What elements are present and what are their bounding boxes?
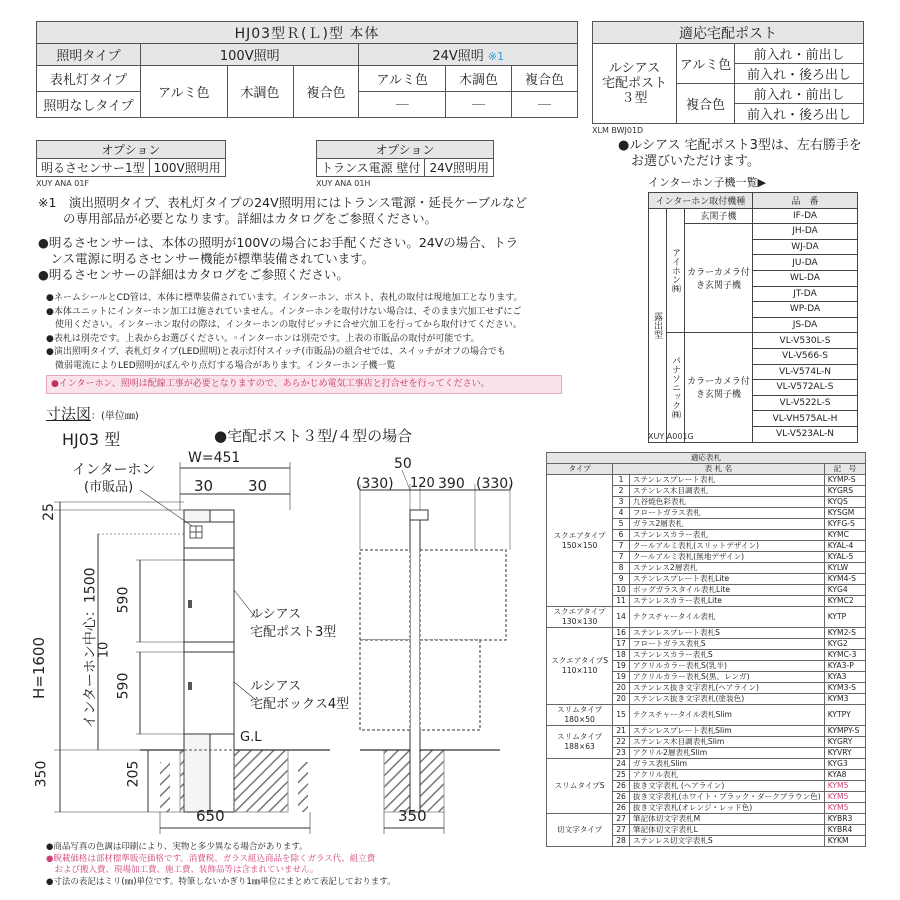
plate-name: ステンレス抜き文字表札(ヘアライン)	[629, 683, 824, 694]
post-table	[592, 21, 864, 124]
dim-h: H=1600	[30, 636, 49, 700]
plate-name: クールアルミ表札(無地デザイン)	[629, 552, 824, 563]
dim-350: 350	[33, 760, 50, 788]
label-intercom-sub: (市販品)	[84, 480, 134, 495]
row-nameplate-label: 表札灯タイプ	[37, 66, 141, 92]
col-wood-100: 木調色	[227, 66, 293, 118]
dash: ―	[511, 92, 577, 118]
plate-no: 18	[613, 650, 630, 661]
plate-no: 17	[613, 639, 630, 650]
note-line: ●商品写真の色調は印刷により、実物と多少異なる場合があります。	[46, 842, 308, 852]
plate-name: 抜き文字表札(ホワイト・ブラック・ダークブラウン色)	[629, 792, 824, 803]
plates-title: 適応表札	[547, 453, 866, 464]
post-opt: 前入れ・後ろ出し	[735, 64, 864, 84]
plate-code: KYKM	[824, 836, 865, 847]
col-mix-24: 複合色	[511, 66, 577, 92]
plate-code: KYAL-4	[824, 541, 865, 552]
notes-block-3	[46, 842, 396, 888]
note-line: ●明るさセンサーは、本体の照明が100Vの場合にお手配ください。24Vの場合、トラ	[38, 235, 519, 250]
plate-name: クールアルミ表札(スリットデザイン)	[629, 541, 824, 552]
main-spec-table	[36, 21, 578, 118]
intercom-code-ref: XUY A001G	[648, 432, 694, 441]
plate-code: KYG2	[824, 639, 865, 650]
col-alu-24: アルミ色	[359, 66, 446, 92]
plate-name: ステンレス切文字表札S	[629, 836, 824, 847]
alert-text: ●インターホン、照明は配線工事が必要となりますので、あらかじめ電気工事店と打合せを行ってください。	[51, 379, 490, 389]
dim-25: 25	[40, 503, 57, 521]
dim-650: 650	[196, 807, 225, 825]
post-note: ●ルシアス 宅配ポスト3型は、左右勝手を お選びいただけます。	[618, 138, 862, 169]
intercom-code: VL-V572AL-S	[753, 380, 858, 396]
plate-code: KYM5	[824, 781, 865, 792]
table-row	[547, 628, 866, 639]
option-item: 明るさセンサー1型	[37, 159, 150, 177]
option-spec: 100V照明用	[149, 159, 225, 177]
plate-type: スリムタイプS	[547, 759, 613, 814]
post-opt: 前入れ・前出し	[735, 84, 864, 104]
dim-205: 205	[125, 760, 142, 788]
note-line: ●ネームシールとCD管は、本体に標準装備されています。インターホン、ポスト、表札の取付は現地加工となります。	[46, 293, 523, 303]
plate-code: KYMC-3	[824, 650, 865, 661]
note-line: ●睨載価格は部材標準販売価格です。消費税、ガラス組込商品を除くガラス代、組立費	[46, 853, 376, 864]
plate-no: 28	[613, 836, 630, 847]
plate-name: ステンレスプレート表札S	[629, 628, 824, 639]
col-wood-24: 木調色	[446, 66, 512, 92]
plates-h-code: 記 号	[824, 464, 865, 475]
plate-code: KYQS	[824, 497, 865, 508]
intercom-code: WL-DA	[753, 270, 858, 286]
dim-350-side: 350	[398, 807, 427, 825]
plate-name: ステンレスカラー表札S	[629, 650, 824, 661]
note-line: の専用部品が必要となります。詳細はカタログをご参照ください。	[38, 211, 438, 226]
plate-no: 23	[613, 748, 630, 759]
v24-header: 24V照明 ※1	[359, 44, 578, 66]
option-table-1	[36, 140, 226, 177]
plate-code: KYGRS	[824, 486, 865, 497]
plate-code: KYG4	[824, 585, 865, 596]
note-line: および搬入費、現場加工費、施工費、装飾品等は含まれていません。	[46, 865, 319, 875]
post-model: ルシアス 宅配ポスト ３型	[593, 44, 677, 124]
dims-unit: ：(単位㎜)	[91, 411, 139, 422]
plate-no: 20	[613, 683, 630, 694]
intercom-code: VL-V574L-N	[753, 364, 858, 380]
plate-name: フロートガラス表札S	[629, 639, 824, 650]
intercom-code: WJ-DA	[753, 239, 858, 255]
dim-590-bottom: 590	[115, 672, 132, 700]
intercom-code: JS-DA	[753, 317, 858, 333]
dim-center: インターホン中心：1500	[82, 567, 99, 729]
intercom-code: VL-V522L-S	[753, 395, 858, 411]
plates-h-name: 表 札 名	[613, 464, 824, 475]
label-gl: G.L	[240, 730, 262, 745]
side-view	[360, 470, 510, 834]
plate-no: 1	[613, 475, 630, 486]
post-color-alu: アルミ色	[677, 44, 735, 84]
post-code: XLM BWJ01D	[592, 126, 644, 135]
alert-banner	[46, 375, 562, 394]
dim-390: 390	[438, 476, 465, 492]
table-row	[547, 759, 866, 770]
plate-name: ステンレスプレート表札Lite	[629, 574, 824, 585]
intercom-h2: 品 番	[753, 193, 858, 209]
note-line: ●演出照明タイプ、表札灯タイプ(LED照明)と表示灯付スイッチ(市販品)の組合せでは、スイッチがオフの場合でも	[46, 347, 506, 357]
table-row	[547, 607, 866, 628]
plate-name: ガラス表札Slim	[629, 759, 824, 770]
plate-name: ガラス2層表札	[629, 519, 824, 530]
plate-no: 2	[613, 486, 630, 497]
post-table-title: 適応宅配ポスト	[593, 22, 864, 44]
plate-code: KYBR4	[824, 825, 865, 836]
note-line: ●明るさセンサーの詳細はカタログをご参照ください。	[38, 267, 349, 282]
dim-30-right: 30	[248, 477, 268, 495]
type-camera: カラーカメラ付き玄関子機	[685, 224, 753, 333]
plate-code: KYTPY	[824, 705, 865, 726]
plate-code: KYBR3	[824, 814, 865, 825]
intercom-code: JH-DA	[753, 224, 858, 240]
post-color-mix: 複合色	[677, 84, 735, 124]
note-line: 使用ください。インターホン取付の際は、インターホンの取付ピッチに合せ穴加工を行ってから取付けてください。	[46, 320, 522, 330]
lighting-type-label: 照明タイプ	[37, 44, 141, 66]
plate-name: テクスチャータイル表札Slim	[629, 705, 824, 726]
dash: ―	[359, 92, 446, 118]
type-camera: カラーカメラ付き玄関子機	[685, 333, 753, 442]
plate-no: 4	[613, 508, 630, 519]
notes-block-2	[46, 292, 523, 373]
plate-code: KYM3-S	[824, 683, 865, 694]
option1-code: XUY ANA 01F	[36, 179, 90, 188]
dash: ―	[446, 92, 512, 118]
plate-code: KYTP	[824, 607, 865, 628]
intercom-code: VL-VH575AL-H	[753, 411, 858, 427]
intercom-code: JU-DA	[753, 255, 858, 271]
intercom-code: VL-V566-S	[753, 348, 858, 364]
plate-name: 九谷焼色彩表札	[629, 497, 824, 508]
plate-no: 20	[613, 694, 630, 705]
plate-no: 26	[613, 803, 630, 814]
option-table-2	[316, 140, 494, 177]
notes-block-1	[38, 195, 527, 283]
plate-no: 25	[613, 770, 630, 781]
col-alu-100: アルミ色	[141, 66, 228, 118]
plate-no: 5	[613, 519, 630, 530]
plate-no: 27	[613, 814, 630, 825]
plate-no: 3	[613, 497, 630, 508]
plate-no: 19	[613, 661, 630, 672]
option-spec: 24V照明用	[425, 159, 493, 177]
plate-name: ステンレスカラー表札Lite	[629, 596, 824, 607]
intercom-table	[648, 192, 858, 443]
dims-model: HJ03 型	[62, 430, 121, 449]
plate-code: KYSGM	[824, 508, 865, 519]
plate-no: 7	[613, 541, 630, 552]
plate-code: KYM2-S	[824, 628, 865, 639]
nameplate-table	[546, 452, 866, 847]
plates-h-type: タイプ	[547, 464, 613, 475]
plate-code: KYA3	[824, 672, 865, 683]
label-post: ルシアス 宅配ポスト3型	[250, 607, 337, 640]
main-table-title: HJ03型Ｒ(Ｌ)型 本体	[37, 22, 578, 44]
type-entrance: 玄関子機	[685, 208, 753, 224]
plate-code: KYMPY-S	[824, 726, 865, 737]
plate-no: 16	[613, 628, 630, 639]
plate-type: スリムタイプ 188×63	[547, 726, 613, 759]
plate-no: 21	[613, 726, 630, 737]
plate-name: アクリル表札	[629, 770, 824, 781]
plate-name: ステンレス抜き文字表札(塗装色)	[629, 694, 824, 705]
plate-name: 筆記体切文字表札L	[629, 825, 824, 836]
note-line: ●寸法の表記はミリ(㎜)単位です。特筆しないかぎり1㎜単位にまとめて表記しております。	[46, 876, 396, 887]
plate-code: KYAL-5	[824, 552, 865, 563]
plate-type: スリムタイプ 180×50	[547, 705, 613, 726]
maker-aiphone: アイホン㈱	[667, 208, 685, 333]
plate-no: 26	[613, 781, 630, 792]
plate-code: KYM5	[824, 792, 865, 803]
dim-50: 50	[394, 456, 412, 472]
option2-code: XUY ANA 01H	[316, 179, 371, 188]
table-row	[547, 475, 866, 486]
plate-name: テクスチャータイル表札	[629, 607, 824, 628]
table-row	[547, 814, 866, 825]
plate-type: スクエアタイプ 150×150	[547, 475, 613, 607]
plate-name: ステンレス2層表札	[629, 563, 824, 574]
table-row	[547, 705, 866, 726]
label-intercom: インターホン	[72, 462, 156, 478]
intercom-code: VL-V530L-S	[753, 333, 858, 349]
plate-code: KYA3-P	[824, 661, 865, 672]
col-mix-100: 複合色	[293, 66, 359, 118]
intercom-code: IF-DA	[753, 208, 858, 224]
plate-no: 9	[613, 574, 630, 585]
group-label: 露出型	[649, 208, 667, 442]
plate-type: スクエアタイプS 110×110	[547, 628, 613, 705]
plate-no: 24	[613, 759, 630, 770]
option-item: トランス電源 壁付	[317, 159, 425, 177]
plate-name: フロートガラス表札	[629, 508, 824, 519]
note-line: ●本体ユニットにインターホン加工は施されていません。インターホンを取付けない場合は、そのまま穴加工せずにご	[46, 306, 522, 317]
dim-330-right: (330)	[476, 476, 514, 492]
post-opt: 前入れ・前出し	[735, 44, 864, 64]
note-mark: ※1	[487, 50, 505, 63]
plate-no: 11	[613, 596, 630, 607]
plate-name: 抜き文字表札(オレンジ・レッド色)	[629, 803, 824, 814]
dim-10: 10	[96, 641, 112, 659]
plate-name: ステンレスプレート表札	[629, 475, 824, 486]
plate-type: スクエアタイプ 130×130	[547, 607, 613, 628]
plate-code: KYM5	[824, 803, 865, 814]
plate-code: KYVRY	[824, 748, 865, 759]
plate-name: ステンレスカラー表札	[629, 530, 824, 541]
note-line: ンス電源に明るさセンサー機能が標準装備されています。	[38, 251, 375, 266]
post-opt: 前入れ・後ろ出し	[735, 104, 864, 124]
plate-type: 切文字タイプ	[547, 814, 613, 847]
plate-code: KYFG-S	[824, 519, 865, 530]
plate-no: 15	[613, 705, 630, 726]
plate-no: 22	[613, 737, 630, 748]
dims-subtitle: ●宅配ポスト３型/４型の場合	[214, 427, 413, 445]
plate-name: ステンレス木目調表札	[629, 486, 824, 497]
plate-code: KYLW	[824, 563, 865, 574]
plate-no: 14	[613, 607, 630, 628]
dim-120: 120	[410, 476, 435, 491]
plate-no: 6	[613, 530, 630, 541]
plate-name: アクリルカラー表札S(黒、レンガ)	[629, 672, 824, 683]
v100-header: 100V照明	[141, 44, 359, 66]
dim-330-left: (330)	[356, 476, 394, 492]
plate-no: 19	[613, 672, 630, 683]
plate-name: ステンレスプレート表札Slim	[629, 726, 824, 737]
plate-no: 10	[613, 585, 630, 596]
plate-code: KYG3	[824, 759, 865, 770]
note-line: ※1 演出照明タイプ、表札灯タイプの24V照明用にはトランス電源・延長ケーブルなど	[38, 195, 528, 210]
plate-code: KYGRY	[824, 737, 865, 748]
label-box: ルシアス 宅配ボックス4型	[250, 679, 350, 712]
note-line: 微弱電流によりLED照明がぼんやり点灯する場合があります。インターホン子機一覧	[46, 360, 396, 371]
dim-w: W=451	[188, 450, 241, 466]
plate-no: 7	[613, 552, 630, 563]
dims-title-text: 寸法図	[46, 405, 92, 423]
plate-code: KYMC	[824, 530, 865, 541]
dim-30-left: 30	[194, 477, 214, 495]
plate-name: ボッグガラスタイル表札Lite	[629, 585, 824, 596]
plate-no: 8	[613, 563, 630, 574]
intercom-code: VL-V523AL-N	[753, 426, 858, 442]
intercom-h1: インターホン取付機種	[649, 193, 753, 209]
intercom-code: WP-DA	[753, 302, 858, 318]
plate-code: KYA8	[824, 770, 865, 781]
plate-name: ステンレス木目調表札Slim	[629, 737, 824, 748]
plate-code: KYM4-S	[824, 574, 865, 585]
table-row	[547, 726, 866, 737]
option-title: オプション	[317, 141, 494, 159]
note-line: ●表札は別売です。上表からお選びください。◦インターホンは別売です。上表の市販品の取付が可能です。	[46, 333, 480, 344]
plate-name: アクリル2層表札Slim	[629, 748, 824, 759]
plate-no: 26	[613, 792, 630, 803]
plate-code: KYMP-S	[824, 475, 865, 486]
plate-name: アクリルカラー表札S(乳半)	[629, 661, 824, 672]
intercom-heading: インターホン子機一覧▶	[648, 176, 767, 189]
dim-590-top: 590	[115, 586, 132, 614]
plate-no: 27	[613, 825, 630, 836]
row-nolight-label: 照明なしタイプ	[37, 92, 141, 118]
plate-code: KYM3	[824, 694, 865, 705]
maker-panasonic: パナソニック㈱	[667, 333, 685, 442]
intercom-code: JT-DA	[753, 286, 858, 302]
plate-code: KYMC2	[824, 596, 865, 607]
option-title: オプション	[37, 141, 226, 159]
plate-name: 筆記体切文字表札M	[629, 814, 824, 825]
plate-name: 抜き文字表札 (ヘアライン)	[629, 781, 824, 792]
dims-title	[46, 406, 139, 425]
